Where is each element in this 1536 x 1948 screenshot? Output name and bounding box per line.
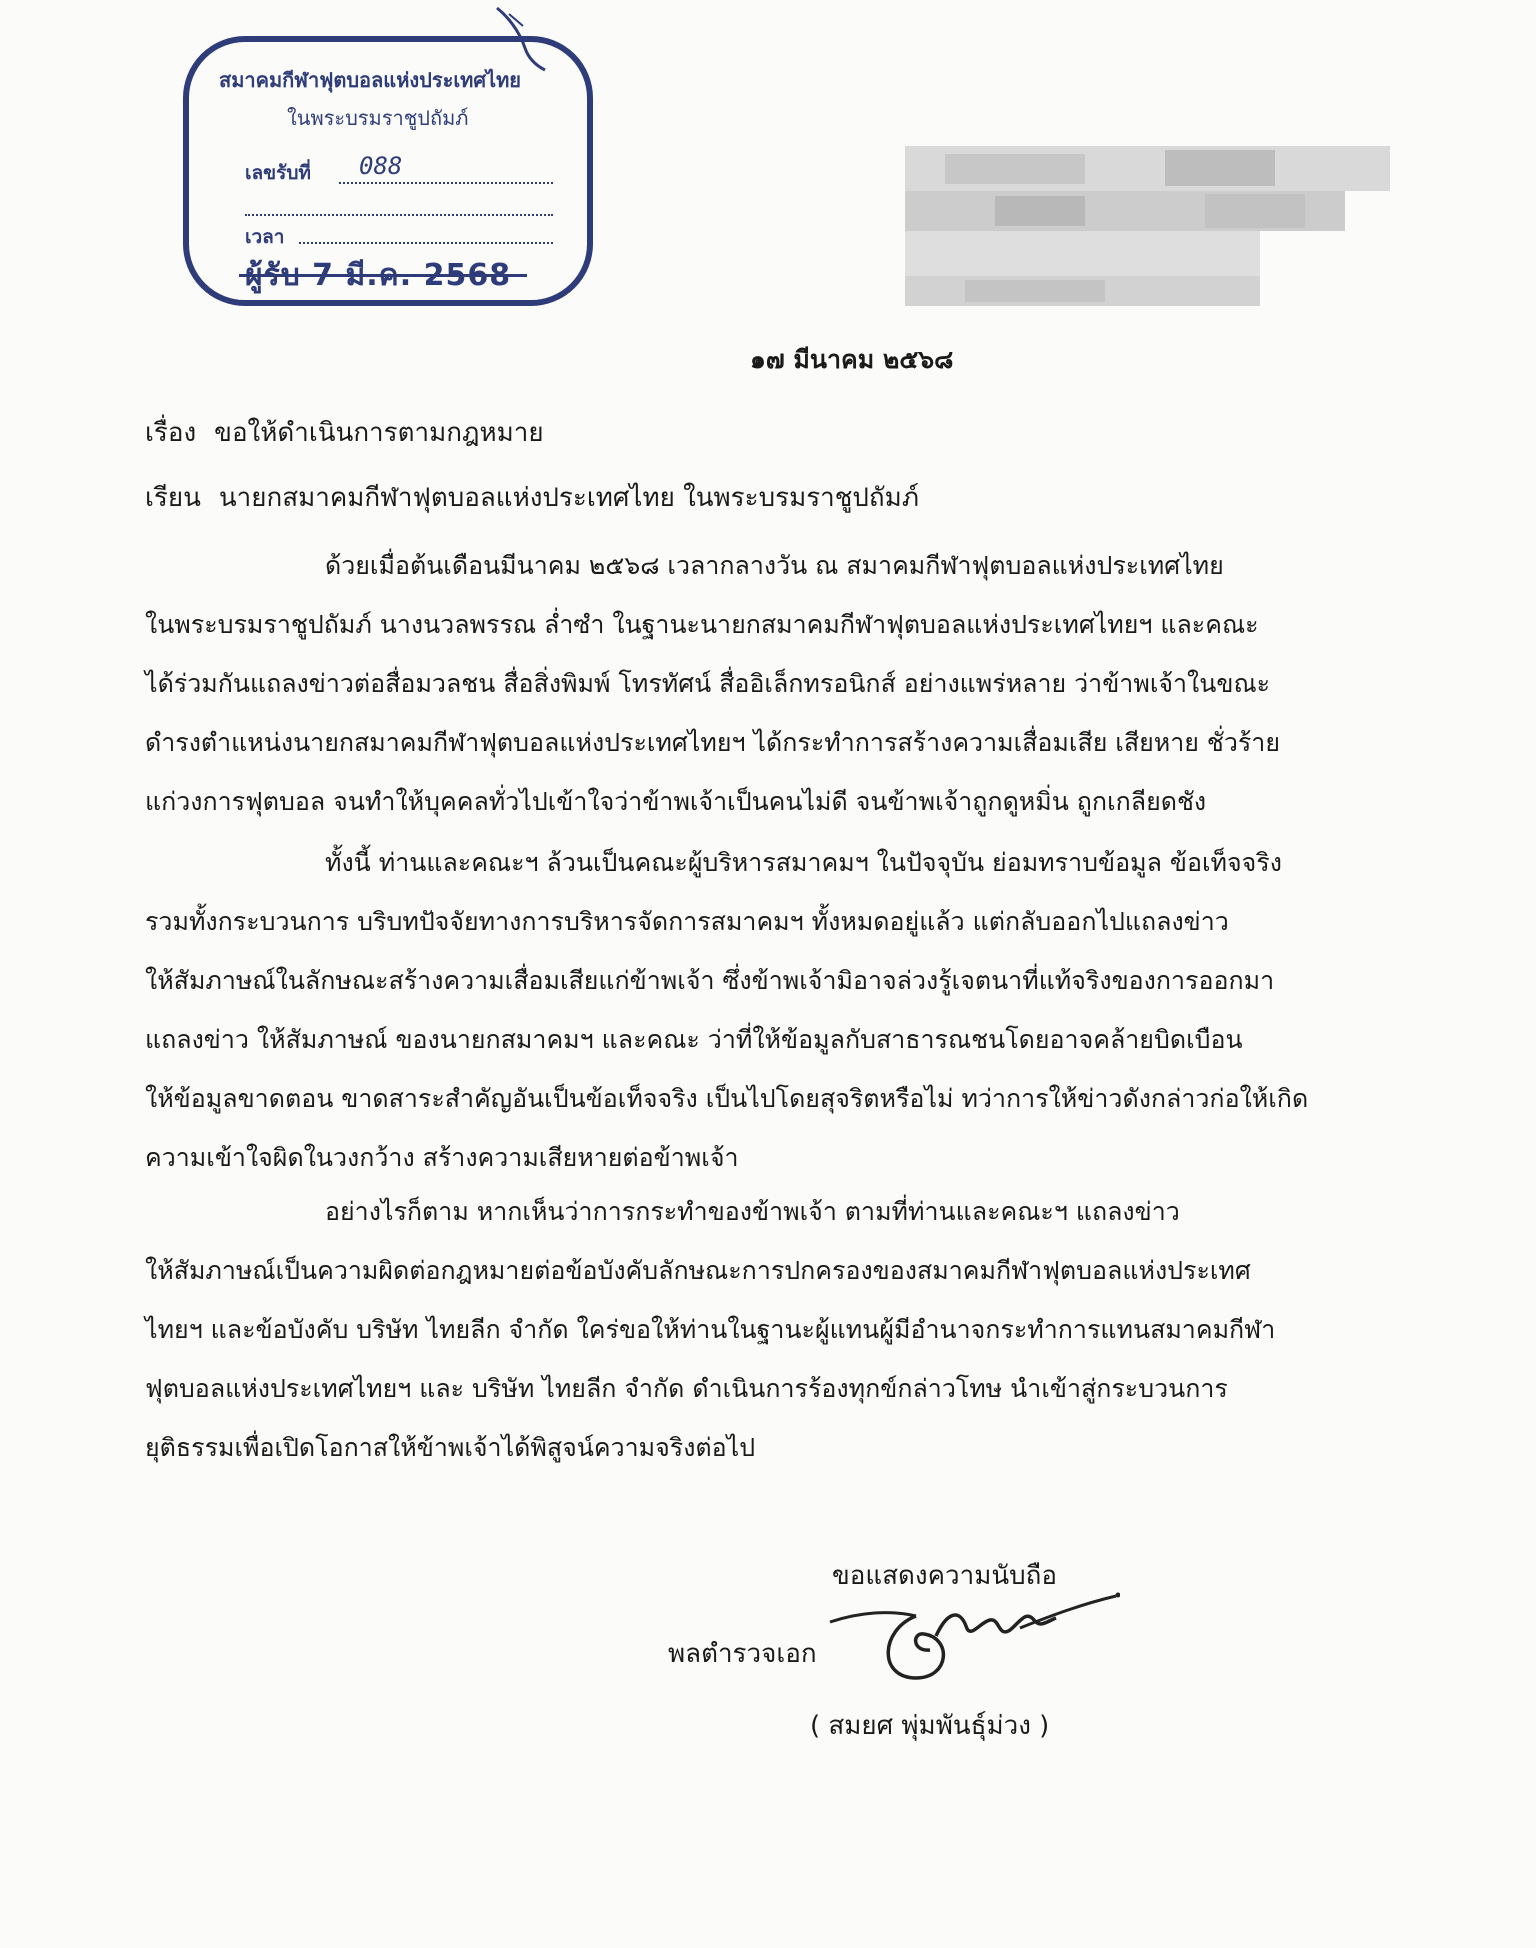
paragraph-line: ให้สัมภาษณ์เป็นความผิดต่อกฎหมายต่อข้อบังคับลักษณะการปกครองของสมาคมกีฬาฟุตบอลแห่งประเทศ bbox=[145, 1256, 1251, 1285]
paragraph-line: ทั้งนี้ ท่านและคณะฯ ล้วนเป็นคณะผู้บริหารสมาคมฯ ในปัจจุบัน ย่อมทราบข้อมูล ข้อเท็จจริง bbox=[325, 848, 1282, 877]
stamp-receipt-number: 088 bbox=[359, 152, 403, 180]
paragraph-line: ด้วยเมื่อต้นเดือนมีนาคม ๒๕๖๘ เวลากลางวัน ณ สมาคมกีฬาฟุตบอลแห่งประเทศไทย bbox=[325, 551, 1224, 580]
stamp-dotted-line bbox=[299, 242, 553, 244]
stamp-time-label: เวลา bbox=[245, 226, 285, 248]
paragraph-line: ดำรงตำแหน่งนายกสมาคมกีฬาฟุตบอลแห่งประเทศไทยฯ ได้กระทำการสร้างความเสื่อมเสีย เสียหาย ชั่วร้าย bbox=[145, 728, 1280, 757]
paragraph-line: ความเข้าใจผิดในวงกว้าง สร้างความเสียหายต่อข้าพเจ้า bbox=[145, 1143, 739, 1172]
stamp-dotted-line bbox=[339, 182, 553, 184]
paragraph-line: อย่างไรก็ตาม หากเห็นว่าการกระทำของข้าพเจ้า ตามที่ท่านและคณะฯ แถลงข่าว bbox=[325, 1197, 1180, 1226]
paragraph-line: ยุติธรรมเพื่อเปิดโอกาสให้ข้าพเจ้าได้พิสูจน์ความจริงต่อไป bbox=[145, 1433, 756, 1462]
paragraph-line: แถลงข่าว ให้สัมภาษณ์ ของนายกสมาคมฯ และคณะ ว่าที่ให้ข้อมูลกับสาธารณชนโดยอาจคล้ายบิดเบือน bbox=[145, 1025, 1243, 1054]
paragraph-line: ฟุตบอลแห่งประเทศไทยฯ และ บริษัท ไทยลีก จำกัด ดำเนินการร้องทุกข์กล่าวโทษ นำเข้าสู่กระบวนการ bbox=[145, 1374, 1228, 1403]
recipient-label: เรียน bbox=[145, 483, 201, 513]
signature-icon bbox=[820, 1560, 1120, 1700]
paragraph-line: ในพระบรมราชูปถัมภ์ นางนวลพรรณ ล่ำซำ ในฐานะนายกสมาคมกีฬาฟุตบอลแห่งประเทศไทยฯ และคณะ bbox=[145, 610, 1259, 639]
signer-name: ( สมยศ พุ่มพันธุ์ม่วง ) bbox=[810, 1711, 1050, 1741]
stamp-strikethrough bbox=[239, 274, 527, 277]
paragraph-line: ไทยฯ และข้อบังคับ บริษัท ไทยลีก จำกัด ใคร่ขอให้ท่านในฐานะผู้แทนผู้มีอำนาจกระทำการแทนสมาคมกีฬา bbox=[145, 1315, 1276, 1344]
paragraph-line: ให้สัมภาษณ์ในลักษณะสร้างความเสื่อมเสียแก่ข้าพเจ้า ซึ่งข้าพเจ้ามิอาจล่วงรู้เจตนาที่แท้จริงของการออกมา bbox=[145, 966, 1275, 995]
redacted-address bbox=[905, 146, 1390, 306]
paragraph-line: ให้ข้อมูลขาดตอน ขาดสาระสำคัญอันเป็นข้อเท็จจริง เป็นไปโดยสุจริตหรือไม่ ทว่าการให้ข่าวดังกล่าวก่อให้เกิด bbox=[145, 1084, 1309, 1113]
recipient-line bbox=[145, 477, 919, 518]
stamp-receipt-label: เลขรับที่ bbox=[245, 162, 311, 184]
stamp-org-subtitle: ในพระบรมราชูปถัมภ์ bbox=[287, 106, 469, 130]
paragraph-line: ได้ร่วมกันแถลงข่าวต่อสื่อมวลชน สื่อสิ่งพิมพ์ โทรทัศน์ สื่ออิเล็กทรอนิกส์ อย่างแพร่หลาย ว่าข้าพเจ้าในขณะ bbox=[145, 669, 1271, 698]
paragraph-line: รวมทั้งกระบวนการ บริบทปัจจัยทางการบริหารจัดการสมาคมฯ ทั้งหมดอยู่แล้ว แต่กลับออกไปแถลงข่าว bbox=[145, 907, 1229, 936]
subject-line bbox=[145, 412, 544, 453]
recipient-text: นายกสมาคมกีฬาฟุตบอลแห่งประเทศไทย ในพระบรมราชูปถัมภ์ bbox=[218, 483, 919, 513]
stamp-date: ผู้รับ 7 มี.ค. 2568 bbox=[245, 258, 512, 293]
signer-rank: พลตำรวจเอก bbox=[668, 1639, 817, 1669]
letter-date: ๑๗ มีนาคม ๒๕๖๘ bbox=[750, 345, 954, 374]
paragraph-1 bbox=[145, 536, 1345, 831]
paragraph-2 bbox=[145, 833, 1345, 1187]
receiving-stamp bbox=[183, 36, 593, 306]
closing-salutation: ขอแสดงความนับถือ bbox=[832, 1561, 1057, 1591]
subject-label: เรื่อง bbox=[145, 418, 197, 448]
paragraph-3 bbox=[145, 1182, 1345, 1477]
subject-text: ขอให้ดำเนินการตามกฎหมาย bbox=[214, 418, 544, 448]
stamp-org-name: สมาคมกีฬาฟุตบอลแห่งประเทศไทย bbox=[219, 68, 522, 92]
stamp-dotted-line bbox=[245, 214, 553, 216]
paragraph-line: แก่วงการฟุตบอล จนทำให้บุคคลทั่วไปเข้าใจว่าข้าพเจ้าเป็นคนไม่ดี จนข้าพเจ้าถูกดูหมิ่น ถูกเกลียดชัง bbox=[145, 787, 1207, 816]
